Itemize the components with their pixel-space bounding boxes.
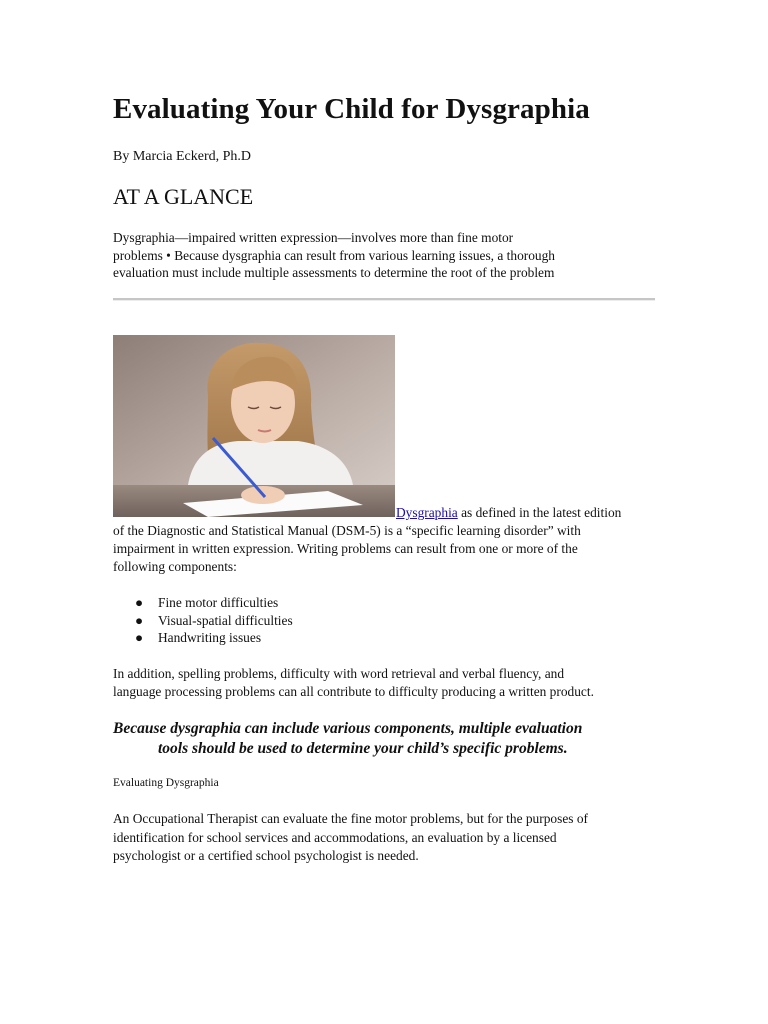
list-item-text: Visual-spatial difficulties — [158, 612, 293, 628]
bullet-icon: ● — [135, 612, 144, 628]
callout-line: tools should be used to determine your child’s specific problems. — [158, 740, 568, 757]
dysgraphia-link[interactable]: Dysgraphia — [396, 505, 458, 520]
paragraph-line: language processing problems can all contribute to difficulty producing a written product. — [113, 684, 594, 699]
photo-illustration — [113, 335, 395, 517]
intro-line: of the Diagnostic and Statistical Manual (DSM-5) is a “specific learning disorder” with — [113, 523, 581, 538]
author-byline: By Marcia Eckerd, Ph.D — [113, 149, 252, 164]
summary-line: problems • Because dysgraphia can result from various learning issues, a thorough — [113, 247, 556, 263]
summary-line: evaluation must include multiple assessments to determine the root of the problem — [113, 265, 555, 280]
contributing-factors-paragraph — [113, 665, 658, 701]
horizontal-divider — [113, 298, 655, 301]
paragraph-line: identification for school services and accommodations, an evaluation by a licensed — [113, 829, 557, 845]
components-list — [113, 594, 293, 647]
intro-line: impairment in written expression. Writing problems can result from one or more of the — [113, 541, 578, 556]
article-title: Evaluating Your Child for Dysgraphia — [113, 93, 590, 125]
evaluation-paragraph — [113, 810, 658, 866]
paragraph-line: psychologist or a certified school psychologist is needed. — [113, 848, 419, 863]
list-item — [113, 594, 293, 612]
glance-summary — [113, 229, 633, 282]
list-item-text: Fine motor difficulties — [158, 595, 279, 610]
intro-line-rest: as defined in the latest edition — [457, 505, 622, 520]
girl-writing-photo — [113, 335, 395, 517]
list-item-text: Handwriting issues — [158, 630, 262, 646]
list-item — [113, 629, 293, 647]
intro-line: following components: — [113, 559, 237, 574]
paragraph-line: An Occupational Therapist can evaluate the fine motor problems, but for the purposes of — [113, 811, 588, 826]
section-subheading: Evaluating Dysgraphia — [113, 777, 219, 789]
callout-line: Because dysgraphia can include various components, multiple evaluation — [113, 720, 583, 737]
at-a-glance-heading: AT A GLANCE — [113, 184, 254, 209]
callout-quote — [113, 719, 658, 759]
paragraph-line: In addition, spelling problems, difficulty with word retrieval and verbal fluency, and — [113, 666, 565, 681]
intro-line — [113, 504, 658, 522]
summary-line: Dysgraphia—impaired written expression—involves more than fine motor — [113, 230, 514, 245]
bullet-icon: ● — [135, 595, 144, 610]
list-item — [113, 612, 293, 630]
bullet-icon: ● — [135, 630, 144, 646]
intro-paragraph — [113, 504, 658, 576]
